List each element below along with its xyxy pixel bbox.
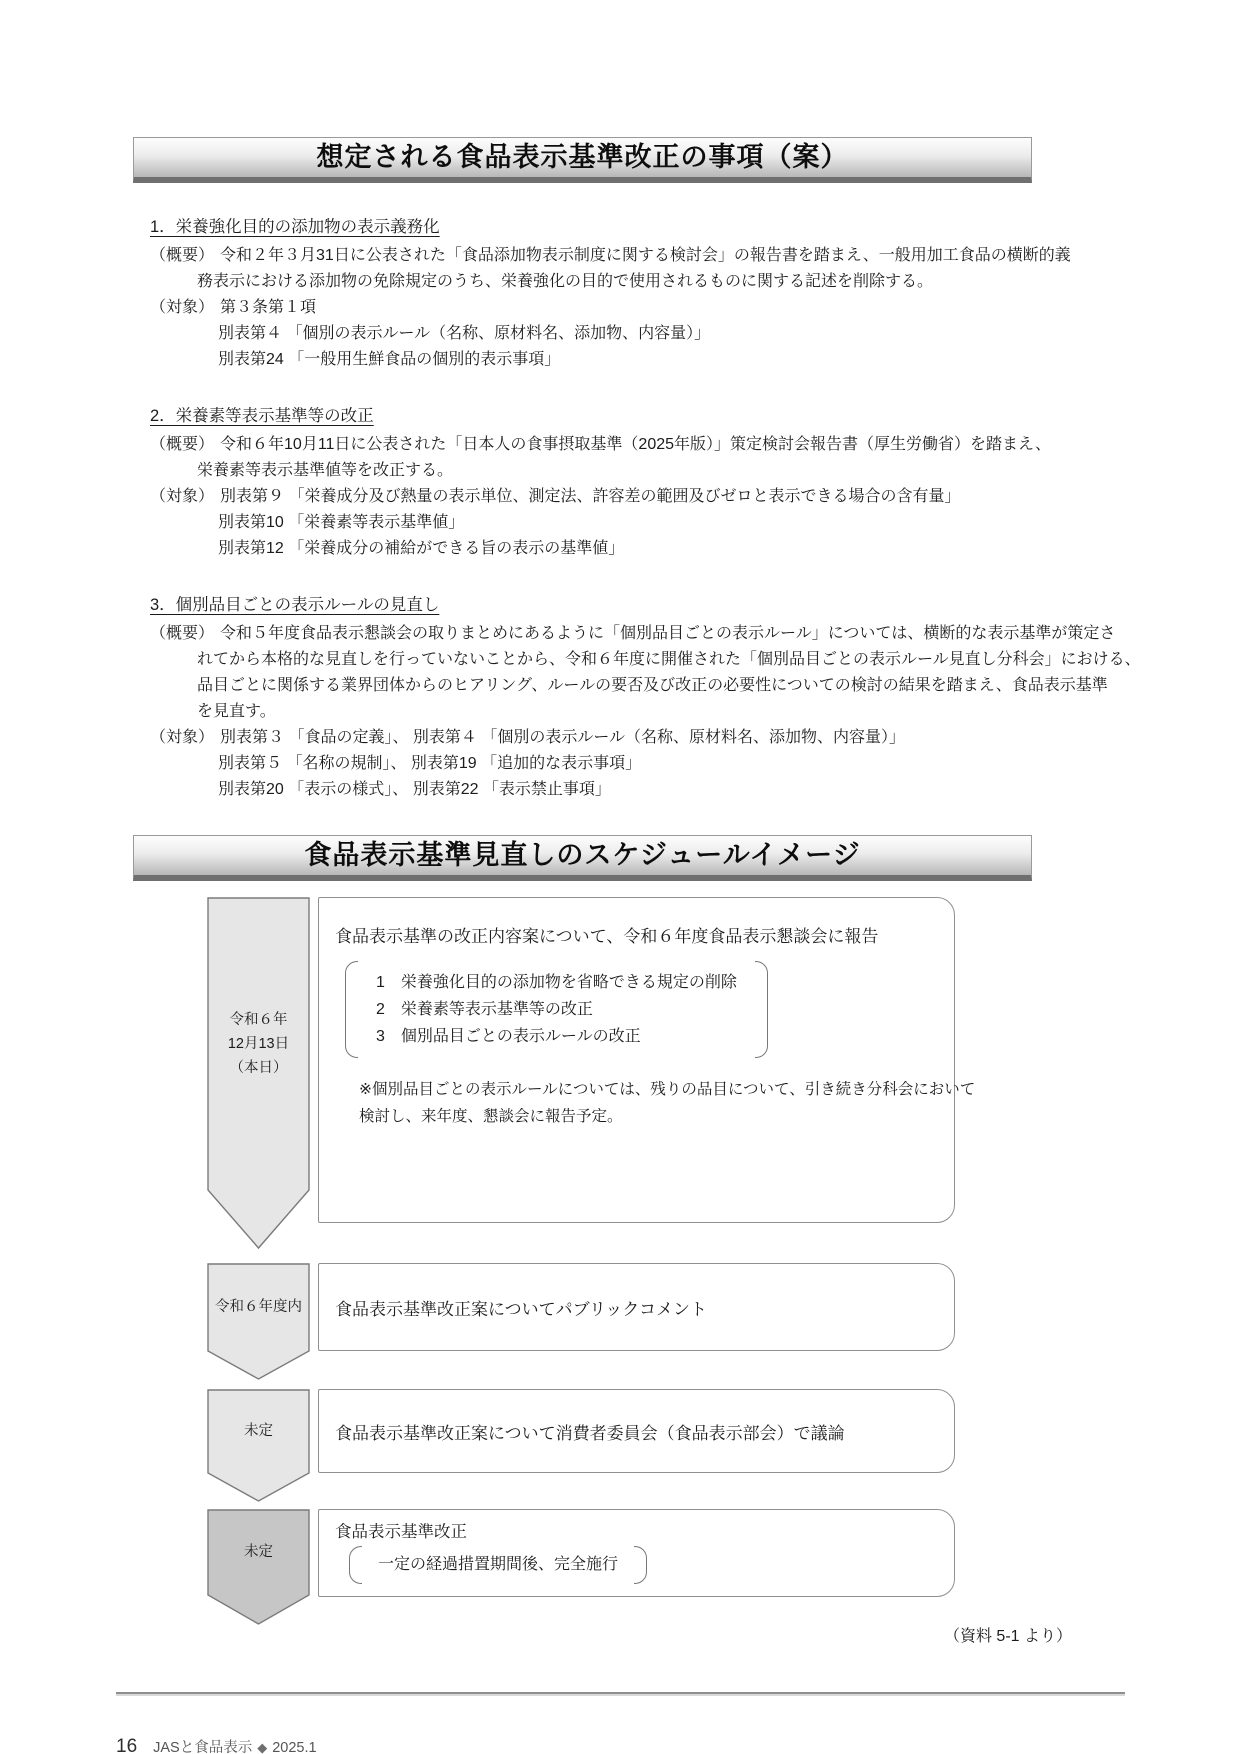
- bracket-item: 1 栄養強化目的の添加物を省略できる規定の削除: [376, 974, 737, 991]
- target-label: （対象）: [150, 488, 215, 505]
- page-footer: [116, 1736, 1241, 1754]
- section-3-overview-cont: れてから本格的な見直しを行っていないことから、令和６年度に開催された「個別品目ごとの表示ルール見直し分科会」における、: [197, 651, 1141, 668]
- overview-text: 令和６年10月11日に公表された「日本人の食事摂取基準（2025年版）」策定検討会報告書（厚生労働省）を踏まえ、: [220, 436, 1051, 453]
- schedule-box-3: [318, 1389, 955, 1473]
- section-2-target-item: 別表第10 「栄養素等表示基準値」: [218, 514, 465, 531]
- bracket-item: 2 栄養素等表示基準等の改正: [376, 1001, 593, 1018]
- section-3-heading: 3．個別品目ごとの表示ルールの見直し: [150, 596, 440, 614]
- timeline-date-line: 12月13日: [227, 1035, 290, 1052]
- section-1-target-line: [150, 295, 1241, 321]
- schedule-box-1: [318, 897, 976, 1223]
- note-line: 検討し、来年度、懇談会に報告予定。: [359, 1108, 623, 1125]
- section-1: [150, 213, 1241, 373]
- section-1-target-item: 別表第４ 「個別の表示ルール（名称、原材料名、添加物、内容量）」: [218, 325, 711, 342]
- overview-label: （概要）: [150, 436, 215, 453]
- section-3-target-item: 別表第20 「表示の様式」、 別表第22 「表示禁止事項」: [218, 781, 611, 798]
- schedule-box-2-title: 食品表示基準改正案についてパブリックコメント: [335, 1299, 707, 1319]
- timeline-step-4: [207, 1509, 310, 1597]
- target-label: （対象）: [150, 299, 215, 316]
- section-3-overview-cont: 品目ごとに関係する業界団体からのヒアリング、ルールの要否及び改正の必要性についての検討の結果を踏まえ、食品表示基準: [197, 677, 1108, 694]
- section-3-target-line: [150, 725, 1241, 751]
- footer-divider: [116, 1692, 1125, 1696]
- section-2-overview-line: [150, 432, 1241, 458]
- section-3-overview-cont: を見直す。: [197, 703, 276, 720]
- timeline-date-line: 未定: [244, 1423, 273, 1439]
- timeline-step-4-label: [207, 1509, 310, 1595]
- right-bracket: [755, 961, 768, 1058]
- timeline-step-2-label: [207, 1263, 310, 1351]
- bracket-item: 3 個別品目ごとの表示ルールの改正: [376, 1028, 641, 1045]
- timeline-date-line: 令和６年: [229, 1011, 288, 1028]
- bracket-items: [358, 961, 755, 1058]
- timeline-step-3-label: [207, 1389, 310, 1473]
- overview-text: 令和２年３月31日に公表された「食品添加物表示制度に関する検討会」の報告書を踏まえ、一般用加工食品の横断的義: [220, 247, 1071, 264]
- main-title: 想定される食品表示基準改正の事項（案）: [316, 142, 849, 172]
- note-line: ※個別品目ごとの表示ルールについては、残りの品目について、引き続き分科会において: [359, 1081, 976, 1098]
- section-3-target-item: 別表第５ 「名称の規制」、 別表第19 「追加的な表示事項」: [218, 755, 642, 772]
- timeline-date-line: （本日）: [229, 1059, 288, 1076]
- bracket-list: [345, 961, 737, 1058]
- section-3-overview-line: [150, 621, 1241, 647]
- timeline-date-line: 令和６年度内: [215, 1299, 302, 1315]
- section-1-overview-cont: 務表示における添加物の免除規定のうち、栄養強化の目的で使用されるものに関する記述を削除する。: [197, 273, 934, 290]
- right-bracket: [634, 1546, 647, 1584]
- bracket-list: [349, 1546, 649, 1584]
- schedule-box-1-note: [359, 1076, 976, 1130]
- target-text: 別表第９ 「栄養成分及び熱量の表示単位、測定法、許容差の範囲及びゼロと表示できる場合の含有量」: [220, 488, 961, 505]
- schedule-box-1-title: 食品表示基準の改正内容案について、令和６年度食品表示懇談会に報告: [335, 927, 879, 946]
- schedule-box-4-title: 食品表示基準改正: [335, 1523, 467, 1541]
- section-2-heading: 2．栄養素等表示基準等の改正: [150, 407, 374, 425]
- section-2: [150, 402, 1241, 562]
- schedule-title-banner: [133, 835, 1032, 881]
- schedule-box-4: [318, 1509, 955, 1597]
- section-1-target-item: 別表第24 「一般用生鮮食品の個別的表示事項」: [218, 351, 561, 368]
- section-2-target-line: [150, 484, 1241, 510]
- schedule-row-1: [207, 897, 1241, 1223]
- section-1-heading: 1．栄養強化目的の添加物の表示義務化: [150, 218, 440, 236]
- section-2-target-item: 別表第12 「栄養成分の補給ができる旨の表示の基準値」: [218, 540, 625, 557]
- timeline-step-1-label: [207, 897, 310, 1190]
- overview-label: （概要）: [150, 247, 215, 264]
- main-title-banner: [133, 137, 1032, 183]
- left-bracket: [349, 1546, 362, 1584]
- overview-text: 令和５年度食品表示懇談会の取りまとめにあるように「個別品目ごとの表示ルール」については、横断的な表示基準が策定さ: [220, 625, 1116, 642]
- section-3: [150, 591, 1241, 803]
- schedule-title: 食品表示基準見直しのスケジュールイメージ: [304, 840, 861, 870]
- schedule-row-4: [207, 1509, 1241, 1597]
- overview-label: （概要）: [150, 625, 215, 642]
- schedule-row-2: [207, 1263, 1241, 1351]
- schedule-row-3: [207, 1389, 1241, 1473]
- section-1-overview-line: [150, 243, 1241, 269]
- journal-title: JASと食品表示: [153, 1740, 253, 1754]
- schedule-diagram: [207, 897, 1241, 1597]
- schedule-box-3-title: 食品表示基準改正案について消費者委員会（食品表示部会）で議論: [335, 1423, 845, 1443]
- target-text: 別表第３ 「食品の定義」、 別表第４ 「個別の表示ルール（名称、原材料名、添加物、内容量）」: [220, 729, 906, 746]
- bracket-items: [362, 1546, 634, 1584]
- timeline-date-line: 未定: [244, 1544, 273, 1560]
- source-reference: （資料 5-1 より）: [943, 1628, 1072, 1645]
- page-number: 16: [116, 1736, 138, 1754]
- diamond-icon: ◆: [257, 1740, 268, 1754]
- left-bracket: [345, 961, 358, 1058]
- target-text: 第３条第１項: [220, 299, 317, 316]
- timeline-step-3: [207, 1389, 310, 1473]
- issue-number: 2025.1: [272, 1740, 317, 1754]
- timeline-step-1: [207, 897, 310, 1223]
- schedule-box-2: [318, 1263, 955, 1351]
- section-2-overview-cont: 栄養素等表示基準値等を改正する。: [197, 462, 454, 479]
- timeline-step-2: [207, 1263, 310, 1351]
- target-label: （対象）: [150, 729, 215, 746]
- sections-content: [150, 213, 1241, 803]
- bracket-item: 一定の経過措置期間後、完全施行: [378, 1556, 619, 1573]
